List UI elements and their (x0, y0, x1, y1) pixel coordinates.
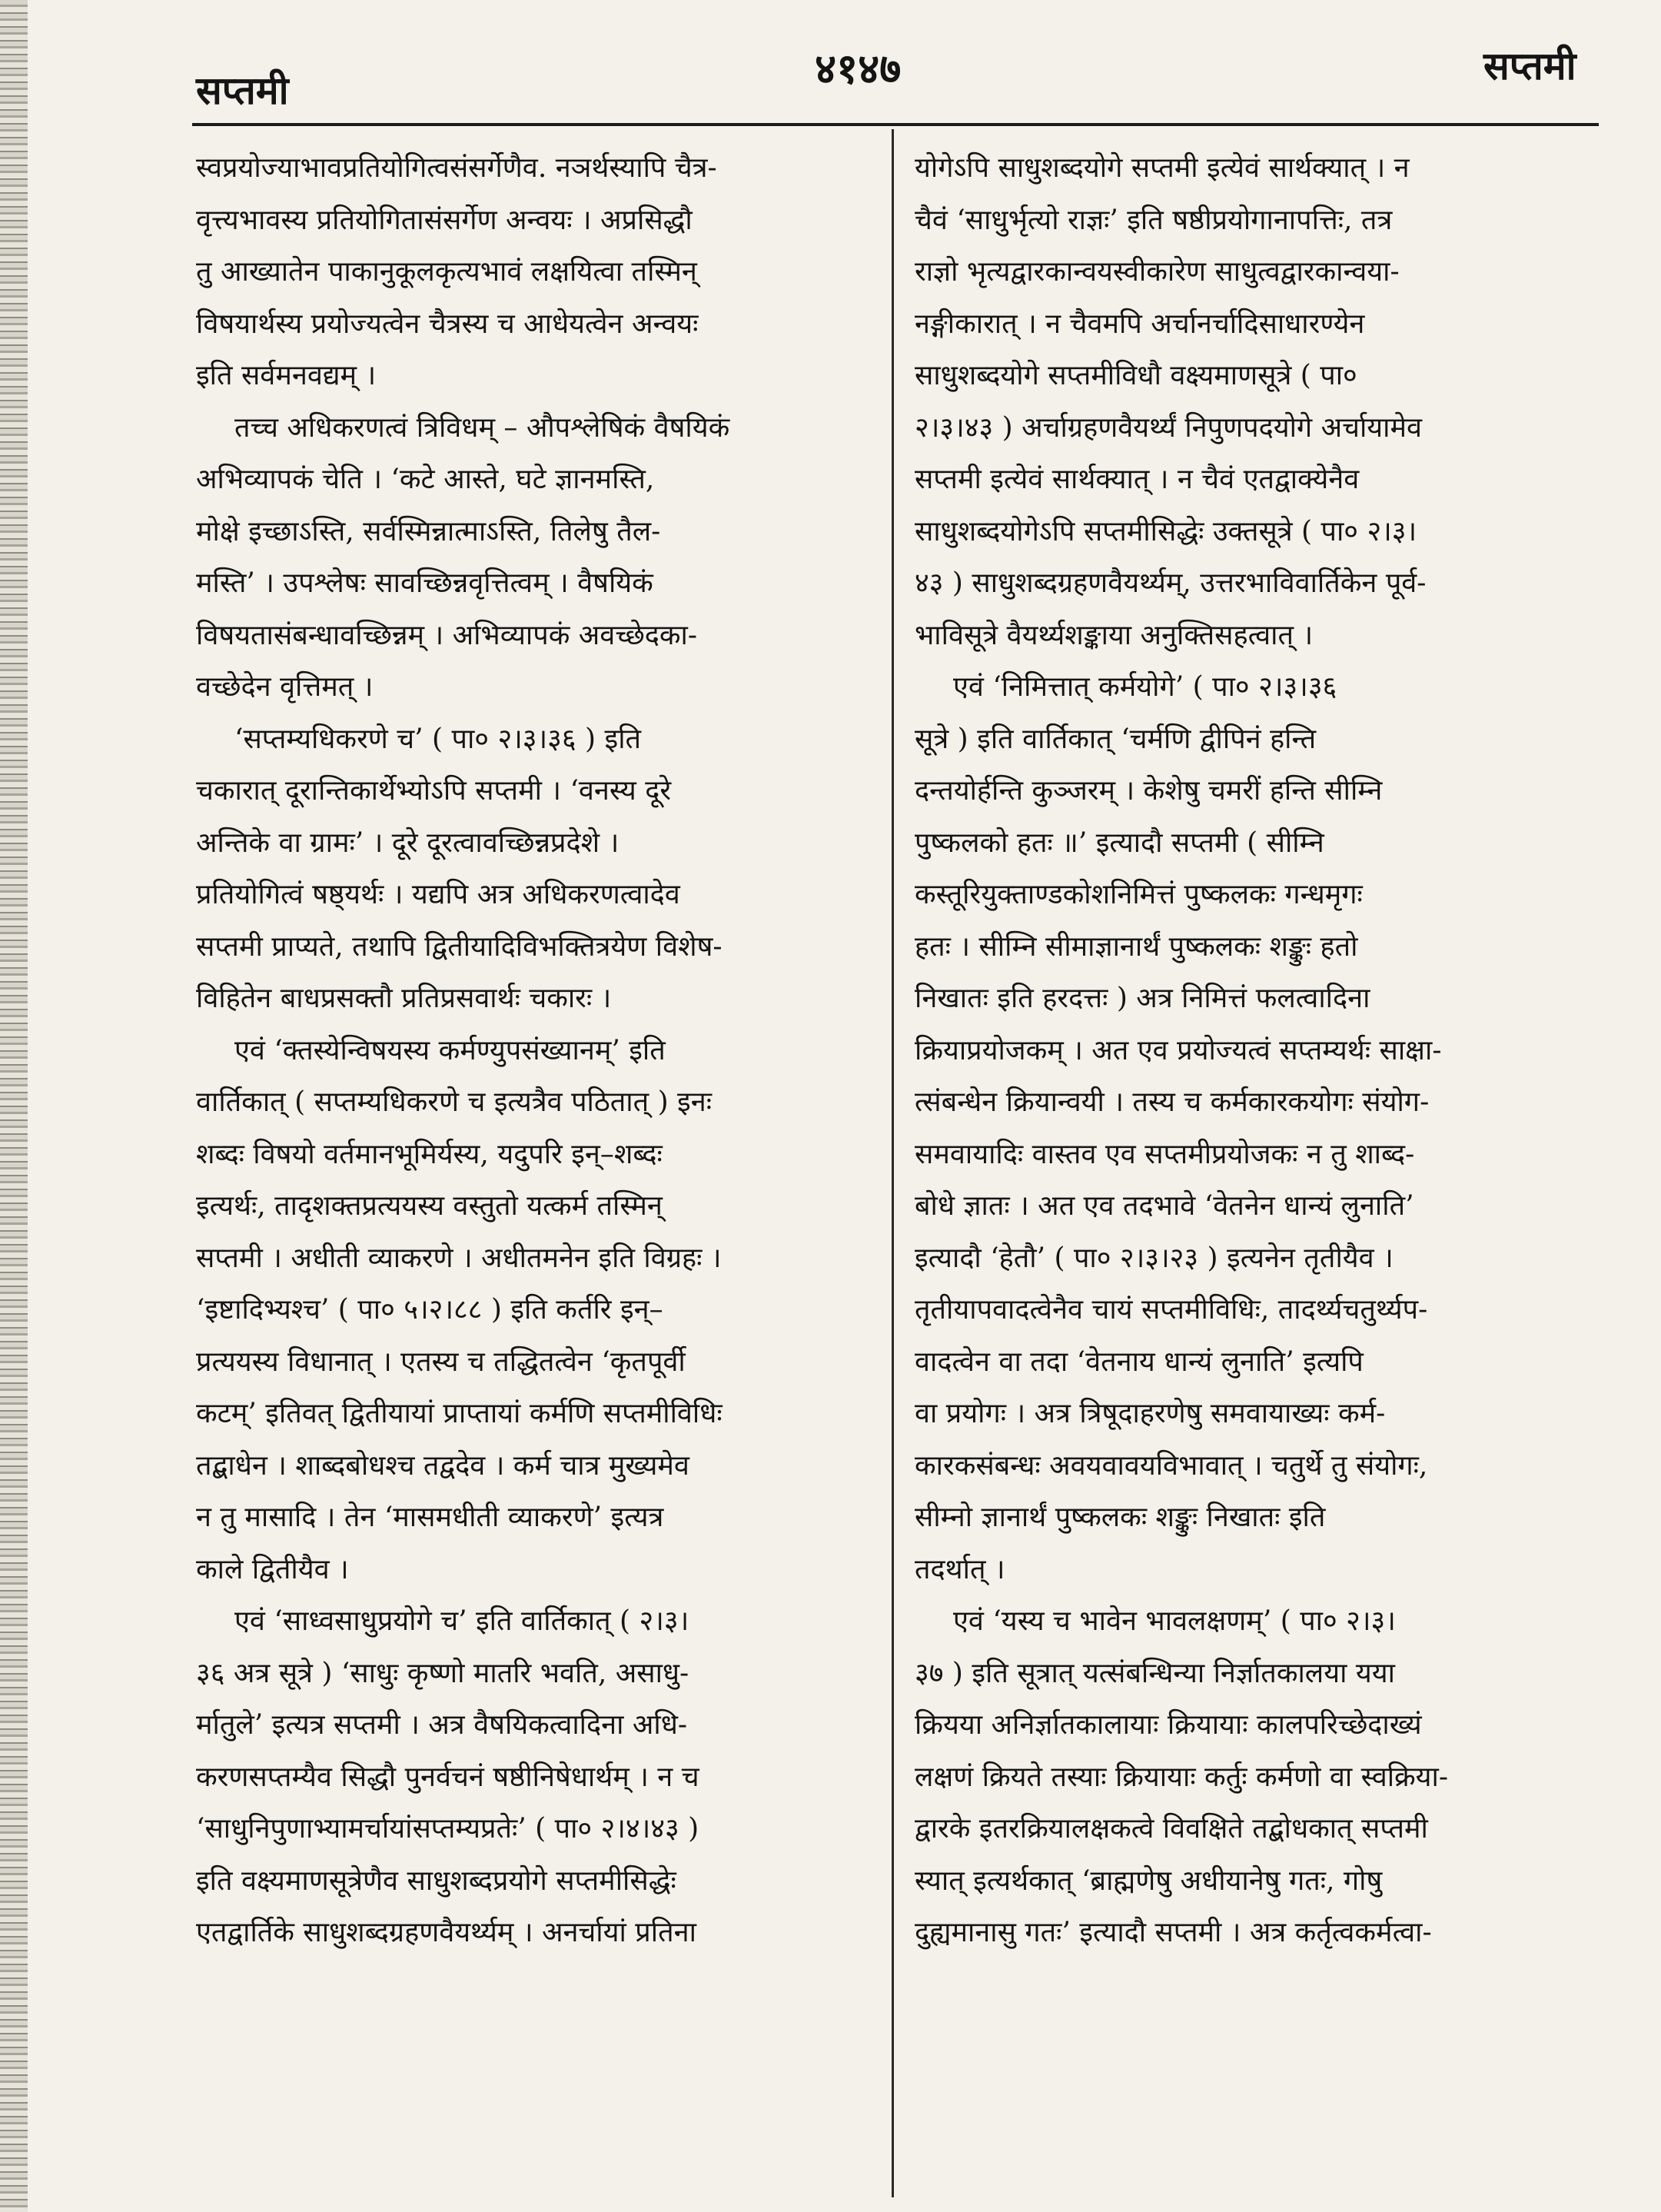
text-line: साधुशब्दयोगेऽपि सप्तमीसिद्धेः उक्तसूत्रे ( पा० २।३। (915, 515, 1417, 547)
text-line: अन्तिके वा ग्रामः’ । दूरे दूरत्वावच्छिन्नप्रदेशे । (196, 827, 620, 859)
text-line: करणसप्तम्यैव सिद्धौ पुनर्वचनं षष्ठीनिषेधार्थम् । न च (196, 1761, 699, 1793)
text-line: ३६ अत्र सूत्रे ) ‘साधुः कृष्णो मातरि भवति, असाधु- (196, 1657, 689, 1689)
text-line: ‘साधुनिपुणाभ्यामर्चायांसप्तम्यप्रतेः’ ( पा० २।४।४३ ) (196, 1813, 699, 1844)
text-line: तु आख्यातेन पाकानुकूलकृत्यभावं लक्षयित्वा तस्मिन् (196, 256, 697, 288)
text-line: मोक्षे इच्छाऽस्ति, सर्वस्मिन्नात्माऽस्ति, तिलेषु तैल- (196, 515, 661, 547)
text-line: एतद्वार्तिके साधुशब्दग्रहणवैयर्थ्यम् । अनर्चायां प्रतिना (196, 1917, 696, 1948)
text-line: विषयार्थस्य प्रयोज्यत्वेन चैत्रस्य च आधेयत्वेन अन्वयः (196, 308, 699, 340)
text-line: वच्छेदेन वृत्तिमत् । (196, 671, 374, 703)
text-line: एवं ‘निमित्तात् कर्मयोगे’ ( पा० २।३।३६ (953, 671, 1337, 703)
text-line: स्वप्रयोज्याभावप्रतियोगित्वसंसर्गेणैव. नञर्थस्यापि चैत्र- (196, 152, 717, 184)
text-line: द्वारके इतरक्रियालक्षकत्वे विवक्षिते तद्बोधकात् सप्तमी (915, 1813, 1428, 1844)
text-line: त्संबन्धेन क्रियान्वयी । तस्य च कर्मकारकयोगः संयोग- (915, 1086, 1430, 1118)
text-line: बोधे ज्ञातः । अत एव तदभावे ‘वेतनेन धान्यं लुनाति’ (915, 1190, 1414, 1222)
text-line: तच्च अधिकरणत्वं त्रिविधम् – औपश्लेषिकं वैषयिकं (234, 411, 730, 444)
text-line: र्मातुले’ इत्यत्र सप्तमी । अत्र वैषयिकत्वादिना अधि- (196, 1709, 687, 1741)
page-header (0, 31, 1661, 115)
text-line: कारकसंबन्धः अवयवावयविभावात् । चतुर्थे तु संयोगः, (915, 1449, 1428, 1482)
text-line: विषयतासंबन्धावच्छिन्नम् । अभिव्यापकं अवच्छेदका- (196, 619, 698, 651)
text-line: क्रियाप्रयोजकम् । अत एव प्रयोज्यत्वं सप्तम्यर्थः साक्षा- (915, 1034, 1442, 1066)
text-line: वादत्वेन वा तदा ‘वेतनाय धान्यं लुनाति’ इत्यपि (915, 1345, 1364, 1378)
text-line: इति वक्ष्यमाणसूत्रेणैव साधुशब्दप्रयोगे सप्तमीसिद्धेः (196, 1864, 676, 1897)
text-line: क्रियया अनिर्ज्ञातकालायाः क्रियायाः कालपरिच्छेदाख्यं (915, 1709, 1422, 1741)
text-line: हतः । सीम्नि सीमाज्ञानार्थं पुष्कलकः शङ्कुः हतो (915, 930, 1358, 963)
text-line: सप्तमी । अधीती व्याकरणे । अधीतमनेन इति विग्रहः । (196, 1242, 722, 1274)
text-line: कस्तूरियुक्ताण्डकोशनिमित्तं पुष्कलकः गन्धमृगः (915, 879, 1363, 910)
page-number: ४१४७ (815, 44, 902, 93)
text-line: एवं ‘यस्य च भावेन भावलक्षणम्’ ( पा० २।३। (953, 1605, 1396, 1637)
text-line: शब्दः विषयो वर्तमानभूमिर्यस्य, यदुपरि इन्–शब्दः (196, 1138, 663, 1170)
text-line: समवायादिः वास्तव एव सप्तमीप्रयोजकः न तु शाब्द- (915, 1138, 1415, 1170)
text-line: ‘इष्टादिभ्यश्च’ ( पा० ५।२।८८ ) इति कर्तरि इन्– (196, 1294, 663, 1326)
text-line: एवं ‘साध्वसाधुप्रयोगे च’ इति वार्तिकात् ( २।३। (234, 1605, 689, 1637)
text-line: पुष्कलको हतः ॥’ इत्यादौ सप्तमी ( सीम्नि (915, 827, 1324, 859)
text-line: इति सर्वमनवद्यम् । (196, 360, 377, 391)
text-line: वृत्त्यभावस्य प्रतियोगितासंसर्गेण अन्वयः । अप्रसिद्धौ (196, 204, 693, 236)
text-line: वा प्रयोगः । अत्र त्रिषूदाहरणेषु समवायाख्यः कर्म- (915, 1398, 1386, 1429)
text-line: प्रत्ययस्य विधानात् । एतस्य च तद्धितत्वेन ‘कृतपूर्वी (196, 1345, 686, 1378)
text-line: तृतीयापवादत्वेनैव चायं सप्तमीविधिः, तादर्थ्यचतुर्थ्यप- (915, 1294, 1428, 1326)
text-line: साधुशब्दयोगे सप्तमीविधौ वक्ष्यमाणसूत्रे ( पा० (915, 360, 1357, 391)
text-line: एवं ‘क्तस्येन्विषयस्य कर्मण्युपसंख्यानम्’ इति (234, 1034, 666, 1066)
text-line: दुह्यमानासु गतः’ इत्यादौ सप्तमी । अत्र कर्तृत्वकर्मत्वा- (915, 1917, 1432, 1948)
text-line: वार्तिकात् ( सप्तम्यधिकरणे च इत्यत्रैव पठितात् ) इनः (196, 1086, 712, 1118)
text-line: चकारात् दूरान्तिकार्थेभ्योऽपि सप्तमी । ‘वनस्य दूरे (196, 775, 672, 807)
text-line: काले द्वितीयैव । (196, 1553, 349, 1585)
text-line: कटम्’ इतिवत् द्वितीयायां प्राप्तायां कर्मणि सप्तमीविधिः (196, 1398, 723, 1429)
text-line: २।३।४३ ) अर्चाग्रहणवैयर्थ्यं निपुणपदयोगे अर्चायामेव (915, 411, 1423, 444)
text-line: अभिव्यापकं चेति । ‘कटे आस्ते, घटे ज्ञानमस्ति, (196, 464, 655, 495)
text-line: लक्षणं क्रियते तस्याः क्रियायाः कर्तुः कर्मणो वा स्वक्रिया- (915, 1761, 1449, 1793)
text-line: योगेऽपि साधुशब्दयोगे सप्तमी इत्येवं सार्थक्यात् । न (915, 152, 1410, 184)
text-line: स्यात् इत्यर्थकात् ‘ब्राह्मणेषु अधीयानेषु गतः, गोषु (915, 1864, 1383, 1897)
header-rule (192, 123, 1599, 126)
text-line: विहितेन बाधप्रसक्तौ प्रतिप्रसवार्थः चकारः । (196, 983, 612, 1014)
text-line: सप्तमी प्राप्यते, तथापि द्वितीयादिविभक्तित्रयेण विशेष- (196, 930, 723, 963)
text-line: भाविसूत्रे वैयर्थ्यशङ्काया अनुक्तिसहत्वात् । (915, 619, 1314, 651)
text-line: इत्यर्थः, तादृशक्तप्रत्ययस्य वस्तुतो यत्कर्म तस्मिन् (196, 1190, 663, 1222)
text-line: निखातः इति हरदत्तः ) अत्र निमित्तं फलत्वादिना (915, 983, 1370, 1014)
text-line: प्रतियोगित्वं षष्ठ्यर्थः । यद्यपि अत्र अधिकरणत्वादेव (196, 879, 680, 910)
text-line: न तु मासादि । तेन ‘मासमधीती व्याकरणे’ इत्यत्र (196, 1502, 664, 1533)
text-line: सप्तमी इत्येवं सार्थक्यात् । न चैवं एतद्वाक्येनैव (915, 464, 1360, 495)
text-line: दन्तयोर्हन्ति कुञ्जरम् । केशेषु चमरीं हन्ति सीम्नि (915, 775, 1383, 807)
text-line: तद्बाधेन । शाब्दबोधश्च तद्वदेव । कर्म चात्र मुख्यमेव (196, 1449, 689, 1482)
text-line: चैवं ‘साधुर्भृत्यो राज्ञः’ इति षष्ठीप्रयोगानापत्तिः, तत्र (915, 204, 1393, 236)
text-line: राज्ञो भृत्यद्वारकान्वयस्वीकारेण साधुत्वद्वारकान्वया- (915, 256, 1400, 288)
text-line: ४३ ) साधुशब्दग्रहणवैयर्थ्यम्, उत्तरभाविवार्तिकेन पूर्व- (915, 567, 1427, 599)
text-line: इत्यादौ ‘हेतौ’ ( पा० २।३।२३ ) इत्यनेन तृतीयैव । (915, 1242, 1394, 1274)
text-line: तदर्थात् । (915, 1553, 1005, 1585)
page-binding-edge (0, 0, 28, 2212)
left-column (196, 142, 880, 2187)
right-column (915, 142, 1599, 2187)
running-head-left: सप्तमी (196, 68, 289, 113)
text-line: सीम्नो ज्ञानार्थं पुष्कलकः शङ्कुः निखातः इति (915, 1502, 1326, 1533)
text-line: नङ्गीकारात् । न चैवमपि अर्चानर्चादिसाधारण्येन (915, 308, 1365, 340)
column-divider (892, 129, 894, 2197)
text-line: ‘सप्तम्यधिकरणे च’ ( पा० २।३।३६ ) इति (234, 723, 642, 755)
text-line: सूत्रे ) इति वार्तिकात् ‘चर्मणि द्वीपिनं हन्ति (915, 723, 1317, 755)
text-line: ३७ ) इति सूत्रात् यत्संबन्धिन्या निर्ज्ञातकालया यया (915, 1657, 1395, 1689)
text-line: मस्ति’ । उपश्लेषः सावच्छिन्नवृत्तित्वम् । वैषयिकं (196, 567, 653, 599)
running-head-right: सप्तमी (1483, 43, 1576, 88)
